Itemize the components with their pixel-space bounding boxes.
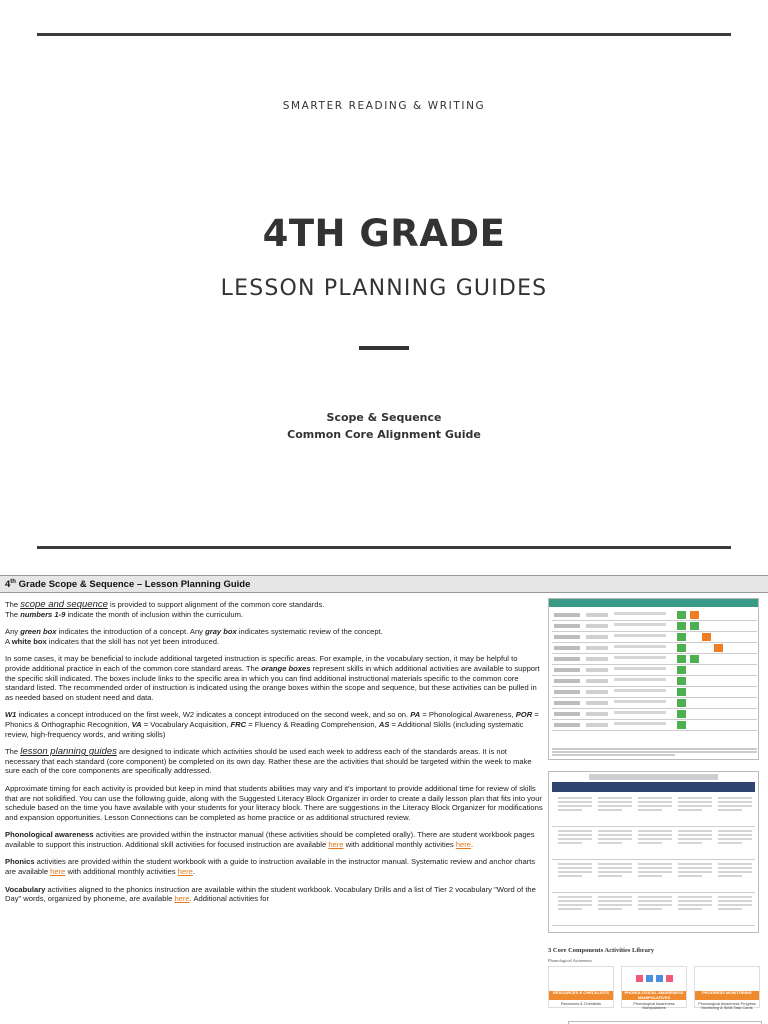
here-link[interactable]: here [174,894,190,904]
text: with additional monthly activities [343,839,456,849]
title-suffix: th [10,579,16,585]
text: . [471,839,474,849]
thumbnail-row [552,893,755,926]
card-caption: Phonological Awareness Progress Monitoring & Skills Task Cards [698,1002,756,1010]
scope-sequence-thumbnail[interactable] [548,598,759,760]
text: The [5,609,21,619]
paragraph-phonics [5,857,543,876]
thumbnail-footnote [552,748,757,756]
thumbnail-row [552,643,757,654]
text: In some cases, it may be beneficial to include additional targeted instruction is specific areas. For example, in the vocabulary section, it may be helpful to provide additional practice in each of the common core standard areas. The [5,654,518,673]
text: A [5,636,12,646]
text: indicates the introduction of a concept. Any [56,627,206,637]
text: . [192,867,195,877]
thumbnail-row [552,610,757,621]
here-link[interactable]: here [455,839,472,849]
title-grade: 4 [5,579,11,591]
text: = Vocabulary Acquisition, [141,719,231,729]
paragraph-guides [5,747,543,776]
resources-checklists-card[interactable] [548,966,614,1008]
text: indicates a concept introduced on the first week, W2 indicates a concept introduced on the second week, and so on. [16,710,411,720]
emphasis: numbers 1-9 [20,609,66,619]
thumbnail-row [552,621,757,632]
card-band: PROGRESS MONITORING [695,991,759,1000]
color-tile-icon [666,975,673,982]
divider-dash [359,346,409,350]
scope-sequence-label: Scope & Sequence [326,411,442,424]
color-tile-icon [636,975,643,982]
text: with additional monthly activities [65,867,178,877]
paragraph-boxes [5,627,543,646]
thumbnail-row [552,860,755,893]
emphasis: gray box [205,627,237,637]
text: indicates systematic review of the concept. [236,627,383,637]
text: activities are provided within the instructor manual (these activities should be completed orally). There are student workbook pages available to support this instruction. Additional skill activities for focused instruction are available [5,830,535,849]
thumbnail-grid [552,610,757,731]
paragraph-timing: Approximate timing for each activity is provided but keep in mind that students abilities may vary and it's important to provide additional time for review of skills that are not solidified. You can use the following guide, along with the Suggested Literacy Block Organizer in order to create a daily lesson plan that fits into your schedule based on the time you have available with your students for your literacy block. There are suggestions in the Literacy Block Organizer for modifications and expansion opportunities. Lesson Connections can be completed as home practice or as additional structured review. [5,783,543,822]
thumbnail-row [552,698,757,709]
paragraph-orange-boxes [5,654,543,702]
thumbnail-row [552,654,757,665]
thumbnail-row [552,720,757,731]
here-link[interactable]: here [177,867,193,877]
text: activities aligned to the phonics instruction are available within the student workbook. Vocabulary Drills and a list of Tier 2 vocabulary "Word of the Day" words, organized by phoneme, are available [5,884,536,904]
text: are designed to indicate which activities should be used each week to address each of the standards areas. It is not necessary that each standard (core component) be completed on its own day. Rather these are the activities that should be targeted within the week to make sure each of the core components are specifically addressed. [5,747,532,776]
thumbnail-grid [552,794,755,926]
top-rule [37,33,731,36]
alignment-guide-label: Common Core Alignment Guide [287,428,481,441]
emphasis: W1 [5,710,17,720]
emphasis: Phonics [5,857,35,867]
card-caption: Phonological Awareness Manipulatives [633,1002,675,1010]
text: = Fluency & Reading Comprehension, [246,719,379,729]
thumbnail-header [549,599,758,607]
card-band: RESOURCES & CHECKLISTS [549,991,613,1000]
emphasis: FRC [230,719,247,729]
manipulatives-card[interactable] [621,966,687,1008]
emphasis: orange boxes [261,663,311,673]
text: = Phonological Awareness, [420,710,516,720]
text: The [5,600,21,609]
paragraph-scope [5,600,543,619]
paragraph-abbreviations [5,710,543,739]
thumbnail-row [552,687,757,698]
thumbnail-title [589,774,718,780]
text: = Phonics & Orthographic Recognition, [5,710,539,729]
thumbnail-row [552,827,755,860]
text: is provided to support alignment of the common core standards. [107,600,325,609]
body-text [5,600,543,912]
paragraph-vocabulary [5,885,543,904]
here-link[interactable]: here [50,867,66,877]
thumbnail-row [552,794,755,827]
card-band: PHONOLOGICAL AWARENESS MANIPULATIVES [622,991,686,1000]
thumbnail-row [552,632,757,643]
lesson-guides-link[interactable]: lesson planning guides [20,746,117,758]
thumbnail-row [552,676,757,687]
emphasis: AS [378,719,390,729]
library-title: 3 Core Components Activities Library [548,947,655,954]
text: activities are provided within the student workbook with a guide to instruction available in the instructor manual. Systematic review and anchor charts are available [5,857,536,877]
emphasis: POR [515,710,533,720]
guide-subtitle: LESSON PLANNING GUIDES [220,276,548,301]
thumbnail-row [552,709,757,720]
title-text: Grade Scope & Sequence – Lesson Planning Guide [15,579,251,591]
page-title [0,576,768,593]
text: represent skills in which additional activities are available to support the specific skill indicated. The boxes include links to the specific area in which you can find additional instructional materials specific to the common core standard listed. The recommended order of instruction is indicated using the orange boxes within the scope and sequence, but these activities can be pulled in as needed based on student need and data. [5,663,540,702]
paragraph-phonological [5,830,543,849]
emphasis: Phonological awareness [5,830,94,840]
emphasis: PA [410,710,421,720]
grade-title: 4TH GRADE [262,212,506,255]
text: The [5,747,21,757]
emphasis: Vocabulary [5,884,46,894]
color-tile-icon [646,975,653,982]
here-link[interactable]: here [328,839,344,849]
brand-name: SMARTER READING & WRITING [282,100,486,112]
scope-sequence-link[interactable]: scope and sequence [20,599,108,610]
text: Any [5,627,21,637]
text: indicate the month of inclusion within the curriculum. [65,609,244,619]
library-subtitle: Phonological Awareness [548,958,592,963]
color-tile-icon [656,975,663,982]
card-caption: Resources & Checklists [560,1002,602,1006]
text: = Additional Skills (including systematic review, high-frequency words, and writing skills) [5,719,524,739]
thumbnail-header [552,782,755,792]
lesson-planning-thumbnail[interactable] [548,771,759,933]
lesson-planning-page [0,575,768,1024]
emphasis: white box [11,636,47,646]
emphasis: VA [131,719,142,729]
text: indicates that the skill has not yet been introduced. [46,636,220,646]
thumbnail-row [552,665,757,676]
bottom-rule [37,546,731,549]
progress-monitoring-card[interactable] [694,966,760,1008]
text: . Additional activities for [189,894,269,904]
emphasis: green box [20,627,57,637]
